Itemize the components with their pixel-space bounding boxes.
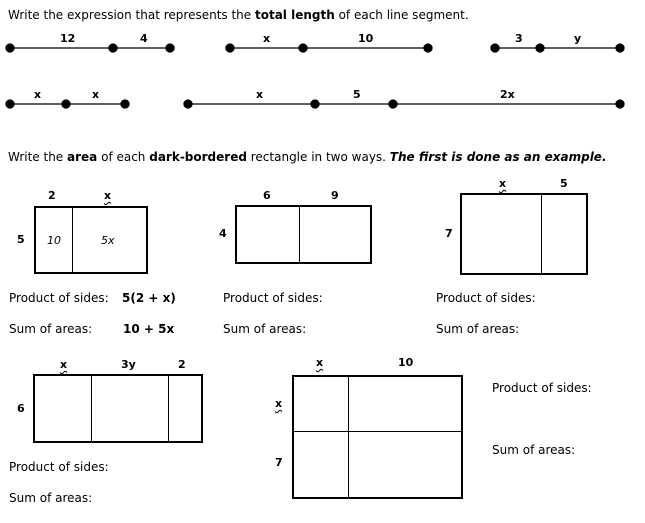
rect-divider — [541, 194, 542, 274]
rectangle-4 — [33, 374, 203, 443]
segment-endpoint — [616, 100, 624, 108]
rect-top-label: x — [316, 356, 324, 369]
sum-label: Sum of areas: — [9, 322, 93, 336]
rect-top-label: x — [60, 358, 68, 371]
product-label: Product of sides: — [492, 381, 592, 395]
segment-label: 10 — [358, 32, 374, 45]
segment-label: 5 — [353, 88, 361, 101]
product-answer: 5(2 + x) — [122, 291, 176, 305]
rect-top-label: 2 — [178, 358, 186, 371]
segment-endpoint — [389, 100, 397, 108]
segment-endpoint — [6, 44, 14, 52]
instruction-text: of each — [97, 150, 150, 164]
instruction-text: of each line segment. — [334, 8, 469, 22]
segment-endpoint — [226, 44, 234, 52]
rectangle-2 — [235, 205, 372, 264]
instruction-text: Write the expression that represents the — [8, 8, 255, 22]
segment-label: x — [256, 88, 264, 101]
product-label: Product of sides: — [9, 460, 109, 474]
segment-endpoint — [6, 100, 14, 108]
segment-endpoint — [166, 44, 174, 52]
rectangle-3 — [460, 193, 588, 275]
product-label: Product of sides: — [223, 291, 323, 305]
instruction-area — [8, 150, 607, 164]
sum-label: Sum of areas: — [492, 443, 576, 457]
rect-top-label: x — [104, 189, 112, 202]
segment-label: 4 — [140, 32, 148, 45]
instruction-example: The first is done as an example. — [389, 150, 607, 164]
segment-label: 3 — [515, 32, 523, 45]
segment-endpoint — [62, 100, 70, 108]
rect-top-label: 2 — [48, 189, 56, 202]
rect-top-label: 9 — [331, 189, 339, 202]
instruction-text: Write the — [8, 150, 68, 164]
segment-endpoint — [491, 44, 499, 52]
sum-label: Sum of areas: — [9, 491, 93, 505]
segment-endpoint — [109, 44, 117, 52]
sum-label: Sum of areas: — [436, 322, 520, 336]
segment-endpoint — [536, 44, 544, 52]
rect-top-label: 10 — [398, 356, 414, 369]
rect-divider — [299, 206, 300, 263]
rect-side-label: 7 — [445, 227, 453, 240]
rect-side-label: 7 — [275, 456, 283, 469]
rect-divider — [72, 207, 73, 273]
rect-divider — [168, 375, 169, 442]
rect-side-label: 5 — [17, 233, 25, 246]
rect-side-label: 4 — [219, 227, 227, 240]
segment-label: x — [263, 32, 271, 45]
segment-endpoint — [424, 44, 432, 52]
rect-side-label: 6 — [17, 402, 25, 415]
rect-side-label: x — [275, 397, 283, 410]
segment-label: y — [574, 32, 582, 45]
segment-endpoint — [121, 100, 129, 108]
product-label: Product of sides: — [436, 291, 536, 305]
rect-divider — [293, 431, 462, 432]
sum-answer: 10 + 5x — [123, 322, 175, 336]
rect-cell-value: 5x — [101, 234, 115, 247]
rect-divider — [91, 375, 92, 442]
rect-top-label: 5 — [560, 177, 568, 190]
segment-endpoint — [184, 100, 192, 108]
instruction-text: rectangle in two ways. — [246, 150, 390, 164]
rect-cell-value: 10 — [47, 234, 61, 247]
segment-label: 12 — [60, 32, 76, 45]
rectangle-5 — [292, 375, 463, 499]
product-label: Product of sides: — [9, 291, 109, 305]
rect-top-label: x — [499, 177, 507, 190]
instruction-bold: area — [67, 150, 98, 164]
sum-label: Sum of areas: — [223, 322, 307, 336]
segment-label: 2x — [500, 88, 515, 101]
rect-top-label: 6 — [263, 189, 271, 202]
segment-endpoint — [311, 100, 319, 108]
segment-label: x — [92, 88, 100, 101]
segment-label: x — [34, 88, 42, 101]
instruction-bold: dark-bordered — [149, 150, 247, 164]
instruction-bold: total length — [254, 8, 335, 22]
rect-top-label: 3y — [121, 358, 136, 371]
rect-divider — [348, 376, 349, 498]
segment-endpoint — [616, 44, 624, 52]
segment-endpoint — [299, 44, 307, 52]
